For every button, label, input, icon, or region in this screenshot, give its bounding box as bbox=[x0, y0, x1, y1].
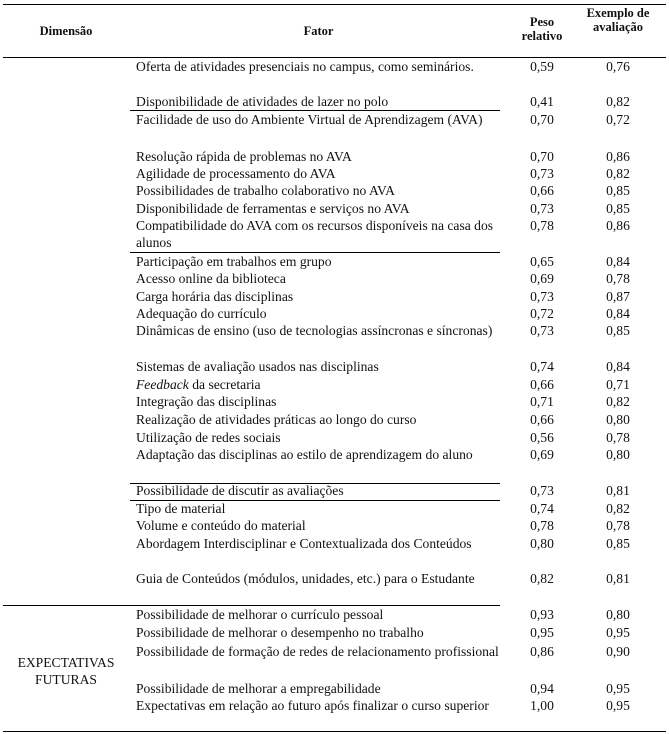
row-25-peso: 0,93 bbox=[530, 607, 554, 622]
row-4-fator: Resolução rápida de problemas no AVA bbox=[136, 149, 352, 164]
row-25-fator: Possibilidade de melhorar o currículo pessoal bbox=[136, 607, 384, 622]
row-8-fator: Compatibilidade do AVA com os recursos disponíveis na casa dos alunos bbox=[136, 218, 494, 250]
row-18-fator: Utilização de redes sociais bbox=[136, 430, 281, 445]
row-24-peso: 0,82 bbox=[530, 571, 554, 586]
row-21-exemplo: 0,82 bbox=[606, 501, 630, 516]
row-29-exemplo: 0,95 bbox=[606, 698, 630, 713]
row-14-fator: Sistemas de avaliação usados nas disciplinas bbox=[136, 359, 379, 374]
table-bottom-rule bbox=[3, 731, 666, 732]
row-10-exemplo: 0,78 bbox=[606, 271, 630, 286]
row-27-peso: 0,86 bbox=[530, 644, 554, 659]
header-exemplo: Exemplo de avaliação bbox=[586, 6, 650, 34]
row-7-exemplo: 0,85 bbox=[606, 201, 630, 216]
row-19-exemplo: 0,80 bbox=[606, 447, 630, 462]
row-8-exemplo: 0,86 bbox=[606, 218, 630, 233]
row-11-exemplo: 0,87 bbox=[606, 289, 630, 304]
row-7-peso: 0,73 bbox=[530, 201, 554, 216]
row-16-peso: 0,71 bbox=[530, 394, 554, 409]
row-7-fator: Disponibilidade de ferramentas e serviços no AVA bbox=[136, 201, 410, 216]
row-3-exemplo: 0,72 bbox=[606, 112, 630, 127]
header-peso: Peso relativo bbox=[521, 15, 563, 43]
row-3-fator: Facilidade de uso do Ambiente Virtual de Aprendizagem (AVA) bbox=[136, 112, 483, 127]
row-23-exemplo: 0,85 bbox=[606, 536, 630, 551]
row-3-peso: 0,70 bbox=[530, 112, 554, 127]
row-5-exemplo: 0,82 bbox=[606, 166, 630, 181]
row-21-fator: Tipo de material bbox=[136, 501, 226, 516]
row-2-peso: 0,41 bbox=[530, 94, 554, 109]
row-29-peso: 1,00 bbox=[530, 698, 554, 713]
row-28-fator: Possibilidade de melhorar a empregabilidade bbox=[136, 681, 381, 696]
row-26-fator: Possibilidade de melhorar o desempenho no trabalho bbox=[136, 625, 424, 640]
row-22-exemplo: 0,78 bbox=[606, 518, 630, 533]
row-29-fator: Expectativas em relação ao futuro após finalizar o curso superior bbox=[136, 698, 489, 713]
row-6-fator: Possibilidades de trabalho colaborativo no AVA bbox=[136, 183, 395, 198]
row-18-peso: 0,56 bbox=[530, 430, 554, 445]
row-5-peso: 0,73 bbox=[530, 166, 554, 181]
row-22-peso: 0,78 bbox=[530, 518, 554, 533]
row-17-fator: Realização de atividades práticas ao longo do curso bbox=[136, 412, 417, 427]
row-12-peso: 0,72 bbox=[530, 306, 554, 321]
header-dimensao: Dimensão bbox=[39, 24, 93, 38]
row-18-exemplo: 0,78 bbox=[606, 430, 630, 445]
row-15-peso: 0,66 bbox=[530, 377, 554, 392]
row-6-peso: 0,66 bbox=[530, 183, 554, 198]
row-5-fator: Agilidade de processamento do AVA bbox=[136, 166, 336, 181]
row-13-exemplo: 0,85 bbox=[606, 323, 630, 338]
feedback-word: Feedback bbox=[136, 377, 189, 392]
row-4-peso: 0,70 bbox=[530, 149, 554, 164]
row-26-exemplo: 0,95 bbox=[606, 625, 630, 640]
row-22-fator: Volume e conteúdo do material bbox=[136, 518, 306, 533]
row-2-fator: Disponibilidade de atividades de lazer no polo bbox=[136, 94, 389, 109]
row-23-fator: Abordagem Interdisciplinar e Contextualizada dos Conteúdos bbox=[136, 536, 472, 551]
row-8-peso: 0,78 bbox=[530, 218, 554, 233]
row-17-peso: 0,66 bbox=[530, 412, 554, 427]
row-13-peso: 0,73 bbox=[530, 323, 554, 338]
row-19-fator: Adaptação das disciplinas ao estilo de aprendizagem do aluno bbox=[136, 447, 473, 462]
row-9-fator: Participação em trabalhos em grupo bbox=[136, 254, 332, 269]
row-20-peso: 0,73 bbox=[530, 483, 554, 498]
row-24-fator: Guia de Conteúdos (módulos, unidades, etc.) para o Estudante bbox=[136, 571, 475, 586]
row-9-exemplo: 0,84 bbox=[606, 254, 630, 269]
row-15-fator bbox=[136, 376, 501, 393]
row-1-peso: 0,59 bbox=[530, 59, 554, 74]
row-25-exemplo: 0,80 bbox=[606, 607, 630, 622]
row-4-exemplo: 0,86 bbox=[606, 149, 630, 164]
dimension-label: EXPECTATIVAS FUTURAS bbox=[17, 655, 115, 687]
row-23-peso: 0,80 bbox=[530, 536, 554, 551]
row-21-peso: 0,74 bbox=[530, 501, 554, 516]
table-top-rule bbox=[3, 4, 666, 5]
row-19-peso: 0,69 bbox=[530, 447, 554, 462]
row-10-peso: 0,69 bbox=[530, 271, 554, 286]
row-1-fator: Oferta de atividades presenciais no campus, como seminários. bbox=[136, 59, 474, 74]
row-12-fator: Adequação do currículo bbox=[136, 306, 267, 321]
row-24-exemplo: 0,81 bbox=[606, 571, 630, 586]
row-2-exemplo: 0,82 bbox=[606, 94, 630, 109]
row-9-peso: 0,65 bbox=[530, 254, 554, 269]
row-15-fator-text: da secretaria bbox=[192, 377, 261, 392]
row-20-fator: Possibilidade de discutir as avaliações bbox=[136, 483, 344, 498]
header-fator: Fator bbox=[303, 24, 334, 38]
row-13-fator: Dinâmicas de ensino (uso de tecnologias assíncronas e síncronas) bbox=[136, 323, 493, 338]
row-17-exemplo: 0,80 bbox=[606, 412, 630, 427]
row-11-fator: Carga horária das disciplinas bbox=[136, 289, 294, 304]
row-11-peso: 0,73 bbox=[530, 289, 554, 304]
row-14-exemplo: 0,84 bbox=[606, 359, 630, 374]
row-15-exemplo: 0,71 bbox=[606, 377, 630, 392]
row-1-exemplo: 0,76 bbox=[606, 59, 630, 74]
row-12-exemplo: 0,84 bbox=[606, 306, 630, 321]
row-16-fator: Integração das disciplinas bbox=[136, 394, 277, 409]
row-16-exemplo: 0,82 bbox=[606, 394, 630, 409]
row-6-exemplo: 0,85 bbox=[606, 183, 630, 198]
row-26-peso: 0,95 bbox=[530, 625, 554, 640]
row-27-exemplo: 0,90 bbox=[606, 644, 630, 659]
row-27-fator: Possibilidade de formação de redes de relacionamento profissional bbox=[136, 644, 499, 659]
row-10-fator: Acesso online da biblioteca bbox=[136, 271, 286, 286]
row-14-peso: 0,74 bbox=[530, 359, 554, 374]
row-28-exemplo: 0,95 bbox=[606, 681, 630, 696]
row-28-peso: 0,94 bbox=[530, 681, 554, 696]
row-20-exemplo: 0,81 bbox=[606, 483, 630, 498]
